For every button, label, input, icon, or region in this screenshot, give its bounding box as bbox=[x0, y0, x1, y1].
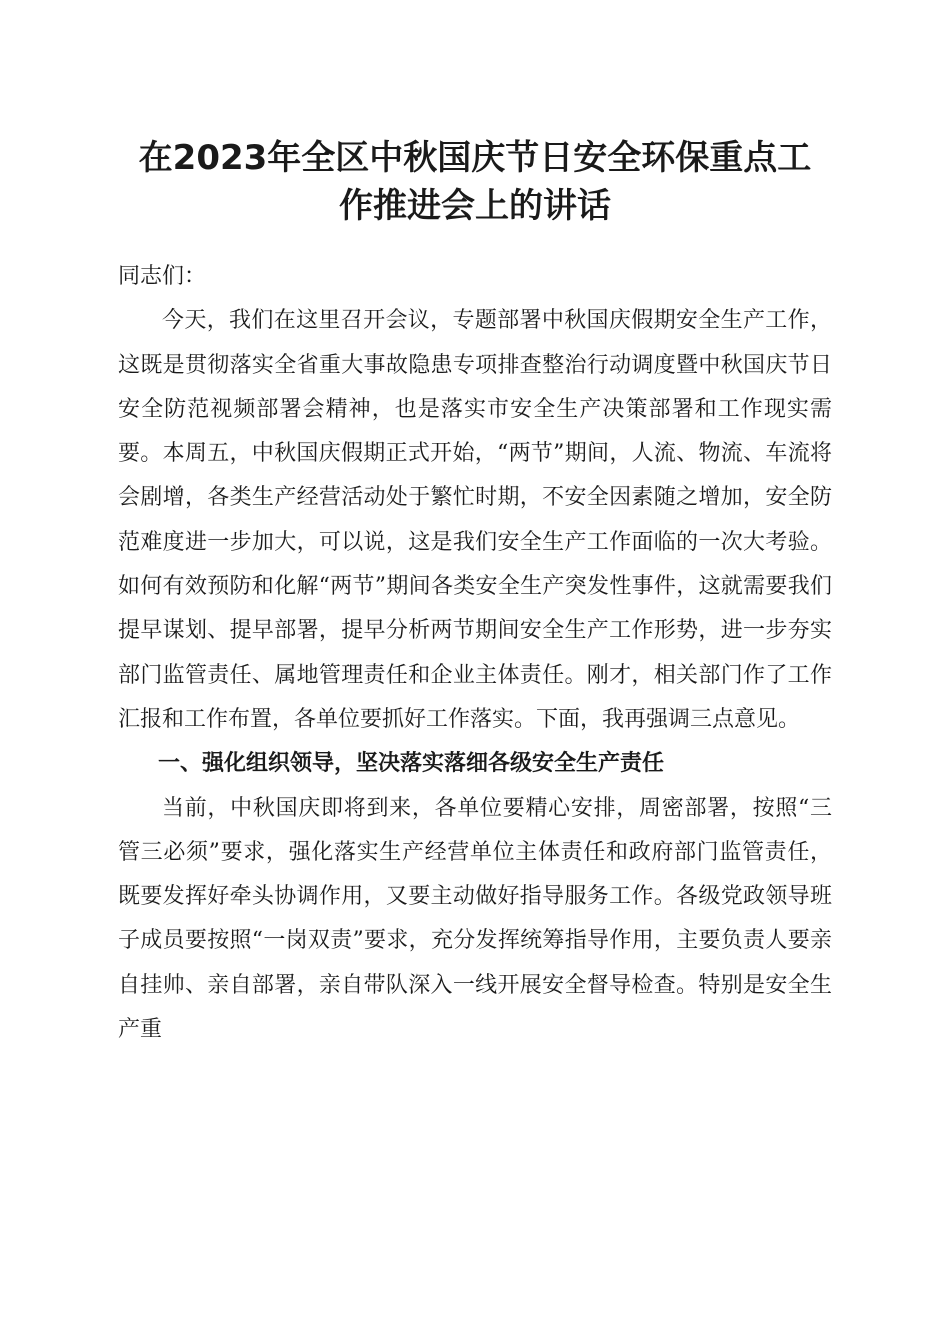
section-heading-1: 一、强化组织领导，坚决落实落细各级安全生产责任 bbox=[158, 751, 665, 777]
document-title bbox=[118, 134, 832, 230]
document-body bbox=[118, 255, 832, 1052]
title-line-1: 在2023年全区中秋国庆节日安全环保重点工 bbox=[138, 138, 812, 178]
title-line-2: 作推进会上的讲话 bbox=[339, 186, 611, 226]
greeting: 同志们： bbox=[118, 264, 207, 289]
paragraph-intro: 今天，我们在这里召开会议，专题部署中秋国庆假期安全生产工作，这既是贯彻落实全省重大事故隐患专项排查整治行动调度暨中秋国庆节日安全防范视频部署会精神，也是落实市安全生产决策部署和工作现实需要。本周五，中秋国庆假期正式开始，“两节”期间，人流、物流、车流将会剧增，各类生产经营活动处于繁忙时期，不安全因素随之增加，安全防范难度进一步加大，可以说，这是我们安全生产工作面临的一次大考验。如何有效预防和化解“两节”期间各类安全生产突发性事件，这就需要我们提早谋划、提早部署，提早分析两节期间安全生产工作形势，进一步夯实部门监管责任、属地管理责任和企业主体责任。刚才，相关部门作了工作汇报和工作布置，各单位要抓好工作落实。下面，我再强调三点意见。 bbox=[118, 308, 832, 732]
paragraph-section-1: 当前，中秋国庆即将到来，各单位要精心安排，周密部署，按照“三管三必须”要求，强化落实生产经营单位主体责任和政府部门监管责任，既要发挥好牵头协调作用，又要主动做好指导服务工作。各级党政领导班子成员要按照“一岗双责”要求，充分发挥统筹指导作用，主要负责人要亲自挂帅、亲自部署，亲自带队深入一线开展安全督导检查。特别是安全生产重 bbox=[118, 795, 832, 1043]
